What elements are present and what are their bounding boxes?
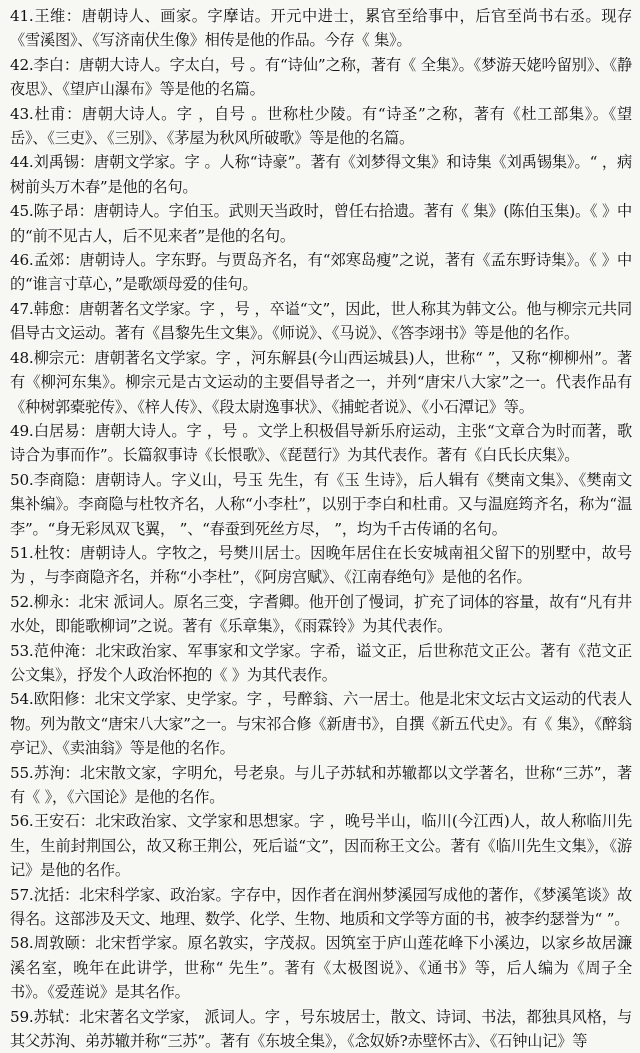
entry-55: 55.苏洵：北宋散文家，字明允，号老泉。与儿子苏轼和苏辙都以文学著名，世称“三苏”，著有《 》，《六国论》是他的名作。 bbox=[10, 763, 632, 806]
entry-47: 47.韩愈：唐朝著名文学家。字 ，号 ，卒谥“文”，因此，世人称其为韩文公。他与柳宗元共同倡导古文运动。著有《昌黎先生文集》。《师说》、《马说》、《答李翊书》等是他的名作。 bbox=[10, 299, 632, 343]
entry-44: 44.刘禹锡：唐朝文学家。字 。人称“诗豪”。著有《刘梦得文集》和诗集《刘禹锡集》。“ ，病树前头万木春”是他的名句。 bbox=[10, 153, 632, 196]
entry-56: 56.王安石：北宋政治家、文学家和思想家。字 ，晚号半山，临川(今江西)人，故人称临川先生，生前封荆国公，故又称王荆公，死后谥“文”，因而称王文公。著有《临川先生文集》，《游 记》是他的名作。 bbox=[10, 812, 632, 880]
entry-51: 51.杜牧：唐朝诗人。字牧之，号樊川居士。因晚年居住在长安城南祖父留下的别墅中，故号为 ，与李商隐齐名，并称“小李杜”，《阿房宫赋》、《江南春绝句》是他的名作。 bbox=[10, 543, 632, 587]
entry-45: 45.陈子昂：唐朝诗人。字伯玉。武则天当政时，曾任右拾遗。著有《 集》(陈伯玉集)。《 》中的“前不见古人，后不见来者”是他的名句。 bbox=[10, 202, 632, 245]
entry-42: 42.李白：唐朝大诗人。字太白，号 。有“诗仙”之称，著有《 全集》。《梦游天姥吟留别》、《静夜思》、《望庐山瀑布》等是他的名篇。 bbox=[10, 55, 632, 99]
entry-41: 41.王维：唐朝诗人、画家。字摩诘。开元中进士，累官至给事中，后官至尚书右丞。现存《雪溪图》、《写济南伏生像》相传是他的作品。今存《 集》。 bbox=[10, 7, 632, 50]
entry-58: 58.周敦颐：北宋哲学家。原名敦实，字茂叔。因筑室于庐山莲花峰下小溪边，以家乡故居濂溪名室，晚年在此讲学，世称“ 先生”。著有《太极图说》、《通书》等，后人编为《周子全书》。《爱莲说》是其名作。 bbox=[10, 934, 632, 1002]
entry-46: 46.孟郊：唐朝诗人。字东野。与贾岛齐名，有“郊寒岛瘦”之说，著有《孟东野诗集》。《 》中的“谁言寸草心，”是歌颂母爱的佳句。 bbox=[10, 251, 632, 294]
entry-49: 49.白居易：唐朝大诗人。字 ，号 。文学上积极倡导新乐府运动，主张“文章合为时而著，歌诗合为事而作”。长篇叙事诗《长恨歌》、《琵琶行》为其代表作。著有《白氏长庆集》。 bbox=[10, 421, 632, 465]
entry-57: 57.沈括：北宋科学家、政治家。字存中，因作者在润州梦溪园写成他的著作，《梦溪笔谈》故得名。这部涉及天文、地理、数学、化学、生物、地质和文学等方面的书，被李约瑟誉为“ ”。 bbox=[10, 885, 632, 929]
entry-50: 50.李商隐：唐朝诗人。字义山，号玉 先生，有《玉 生诗》，后人辑有《樊南文集》、《樊南文集补编》。李商隐与杜牧齐名，人称“小李杜”，以别于李白和杜甫。又与温庭筠齐名，称为“温李”。“身无彩凤双飞翼， ”、“春蚕到死丝方尽， ”，均为千古传诵的名句。 bbox=[10, 470, 632, 538]
entry-43: 43.杜甫：唐朝大诗人。字 ，自号 。世称杜少陵。有“诗圣”之称，著有《杜工部集》。《望岳》、《三吏》、《三别》、《茅屋为秋风所破歌》等是他的名篇。 bbox=[10, 104, 632, 148]
entry-52: 52.柳永：北宋 派词人。原名三变，字耆卿。他开创了慢词，扩充了词体的容量，故有“凡有井水处，即能歌柳词”之说。著有《乐章集》，《雨霖铃》为其代表作。 bbox=[10, 592, 632, 636]
entry-54: 54.欧阳修：北宋文学家、史学家。字 ，号醉翁、六一居士。他是北宋文坛古文运动的代表人物。列为散文“唐宋八大家”之一。与宋祁合修《新唐书》，自撰《新五代史》。有《 集》，《醉翁亭记》、《卖油翁》等是他的名作。 bbox=[10, 690, 632, 758]
entry-53: 53.范仲淹：北宋政治家、军事家和文学家。字希，谥文正，后世称范文正公。著有《范文正公文集》，抒发个人政治怀抱的《 》为其代表作。 bbox=[10, 641, 632, 684]
entry-48: 48.柳宗元：唐朝著名文学家。字 ，河东解县(今山西运城县)人，世称“ ”，又称“柳柳州”。著有《柳河东集》。柳宗元是古文运动的主要倡导者之一，并列“唐宋八大家”之一。代表作品有《种树郭橐驼传》、《梓人传》、《段太尉逸事状》、《捕蛇者说》、《小石潭记》等。 bbox=[10, 348, 632, 416]
entry-59: 59.苏轼：北宋著名文学家， 派词人。字 ，号东坡居士，散文、诗词、书法，都独具风格，与其父苏洵、弟苏辙并称“三苏”。著有《东坡全集》，《念奴娇?赤壁怀古》、《石钟山记》等 bbox=[10, 1007, 632, 1051]
